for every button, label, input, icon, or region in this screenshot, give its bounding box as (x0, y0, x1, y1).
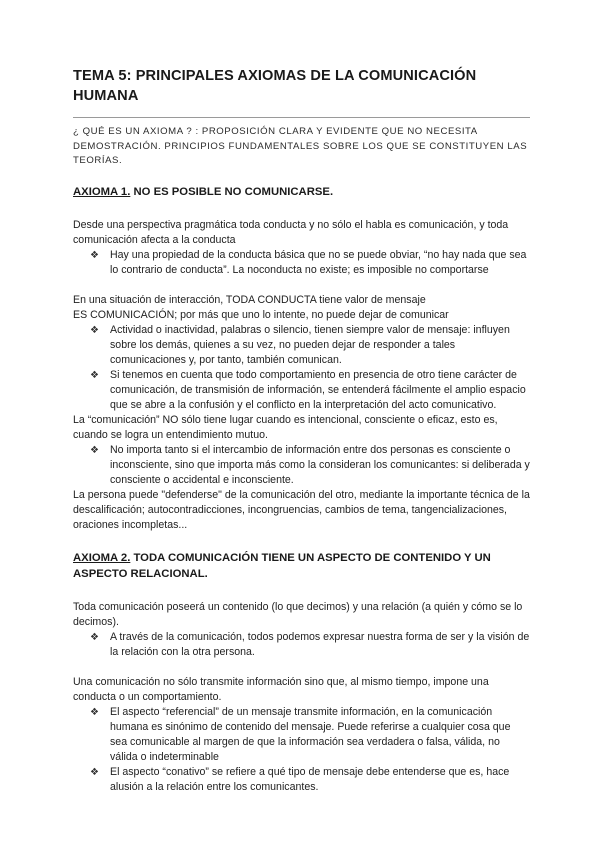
bullet-text: El aspecto “referencial” de un mensaje transmite información, en la comunicación humana es sinónimo de contenido del mensaje. Puede referirse a cualquier cosa que sea comunicable al margen de que la información sea verdadera o falsa, válida, no válida o indeterminable (110, 705, 511, 763)
axioma-2-bullets-b (73, 705, 530, 795)
diamond-bullet-icon: ❖ (90, 444, 99, 456)
axioma-1-heading (73, 184, 530, 200)
list-item (90, 323, 530, 368)
title-divider (73, 117, 530, 118)
axioma-2-heading-text: TODA COMUNICACIÓN TIENE UN ASPECTO DE CONTENIDO Y UN ASPECTO RELACIONAL. (73, 551, 491, 580)
axioma-1-number: AXIOMA 1. (73, 185, 131, 198)
bullet-text: No importa tanto si el intercambio de información entre dos personas es consciente o inconsciente, sino que importa más como la consideran los comunicantes: si deliberada y consciente o accidental e inconsciente. (110, 443, 530, 486)
diamond-bullet-icon: ❖ (90, 324, 99, 336)
bullet-text: Si tenemos en cuenta que todo comportamiento en presencia de otro tiene carácter de comunicación, de transmisión de información, se entenderá fácilmente el amplio espacio que se abre a la confusión y el conflicto en la interpretación del acto comunicativo. (110, 368, 526, 411)
axioma-2-intro: Toda comunicación poseerá un contenido (lo que decimos) y una relación (a quién y cómo se lo decimos). (73, 600, 523, 628)
diamond-bullet-icon: ❖ (90, 369, 99, 381)
diamond-bullet-icon: ❖ (90, 706, 99, 718)
diamond-bullet-icon: ❖ (90, 766, 99, 778)
axioma-1-bullets-c (73, 443, 530, 488)
axioma-1-situation-line-1: En una situación de interacción, TODA CONDUCTA tiene valor de mensaje (73, 293, 426, 306)
list-item (90, 248, 530, 278)
axioma-1-comunicacion-paragraph: La “comunicación” NO sólo tiene lugar cuando es intencional, consciente o eficaz, esto es, cuando se logra un entendimiento mutuo. (73, 413, 498, 441)
axioma-2-number: AXIOMA 2. (73, 551, 131, 564)
axioma-1-situation-line-2: ES COMUNICACIÓN; por más que uno lo intente, no puede dejar de comunicar (73, 308, 449, 321)
list-item (90, 443, 530, 488)
list-item (90, 368, 530, 413)
diamond-bullet-icon: ❖ (90, 631, 99, 643)
axioma-2-heading (73, 550, 530, 582)
list-item (90, 705, 530, 765)
axioma-2-paragraph: Una comunicación no sólo transmite información sino que, al mismo tiempo, impone una conducta o un comportamiento. (73, 675, 489, 703)
bullet-text: A través de la comunicación, todos podemos expresar nuestra forma de ser y la visión de la relación con la otra persona. (110, 630, 530, 658)
axioma-1-heading-text: NO ES POSIBLE NO COMUNICARSE. (130, 185, 334, 198)
axioma-2-bullets-a (73, 630, 530, 660)
diamond-bullet-icon: ❖ (90, 249, 99, 261)
list-item (90, 630, 530, 660)
axioma-1-defenderse-paragraph: La persona puede "defenderse" de la comunicación del otro, mediante la importante técnica de la descalificación; autocontradicciones, incongruencias, cambios de tema, tangencializaciones, oraciones incompletas... (73, 488, 530, 531)
bullet-text: Actividad o inactividad, palabras o silencio, tienen siempre valor de mensaje: influyen sobre los demás, quienes a su vez, no pueden dejar de responder a tales comunicaciones y, por tanto, también comunican. (110, 323, 510, 366)
list-item (90, 765, 530, 795)
axioma-1-bullets-a (73, 248, 530, 278)
axioma-1-intro: Desde una perspectiva pragmática toda conducta y no sólo el habla es comunicación, y toda comunicación afecta a la conducta (73, 218, 509, 246)
axioma-1-bullets-b (73, 323, 530, 413)
bullet-text: El aspecto “conativo” se refiere a qué tipo de mensaje debe entenderse que es, hace alusión a la relación entre los comunicantes. (110, 765, 510, 793)
axioma-definition: ¿ QUÉ ES UN AXIOMA ? : PROPOSICIÓN CLARA Y EVIDENTE QUE NO NECESITA DEMOSTRACIÓN. PRINCIPIOS FUNDAMENTALES SOBRE LOS QUE SE CONSTITUYEN LAS TEORÍAS. (73, 126, 528, 166)
bullet-text: Hay una propiedad de la conducta básica que no se puede obviar, “no hay nada que sea lo contrario de conducta”. La noconducta no existe; es imposible no comportarse (110, 248, 527, 276)
document-title: TEMA 5: PRINCIPALES AXIOMAS DE LA COMUNICACIÓN HUMANA (73, 68, 477, 104)
